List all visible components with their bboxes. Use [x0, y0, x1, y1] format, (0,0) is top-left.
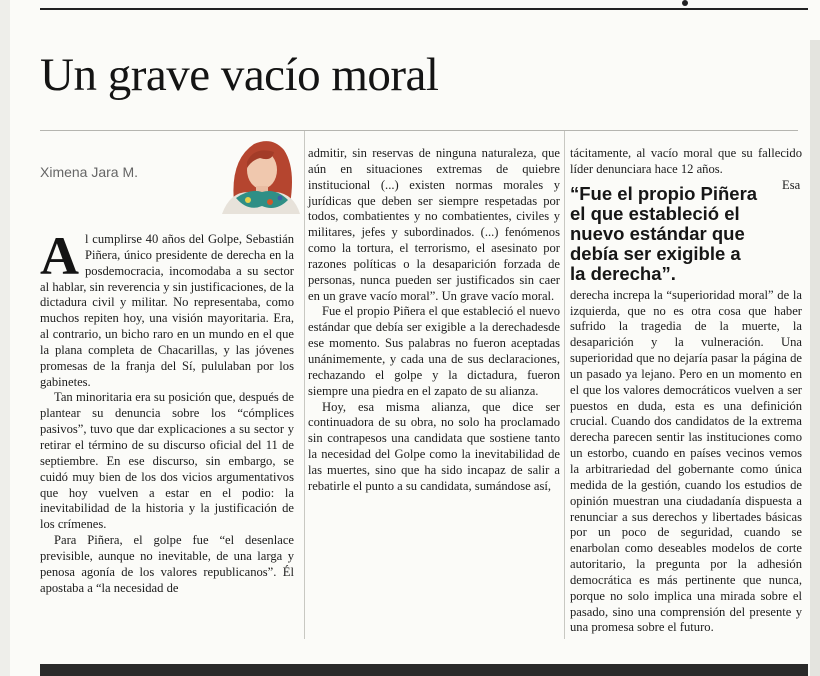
article-headline: Un grave vacío moral	[40, 49, 439, 101]
top-rule	[40, 8, 808, 10]
author-byline: Ximena Jara M.	[40, 164, 139, 180]
bottom-bar	[40, 664, 808, 676]
article-column-3	[570, 146, 802, 636]
paragraph: Tan minoritaria era su posición que, después de plantear su denuncia sobre los “cómplices pasivos”, tuvo que dar explicaciones a su sector y retirar el término de su discurso oficial del 11 de septiembre. En ese discurso, sin embargo, se cuidó muy bien de los dos vicios argumentativos que hoy vuelven a estar en el podio: la inevitabilidad de la historia y la justificación de los crímenes.	[40, 390, 294, 532]
paragraph-text: Esa derecha increpa la “superioridad moral” de la izquierda, que no es otra cosa que haber sufrido la tragedia de la muerte, la desaparición y la vulneración. Una superioridad que no dejaría pasar la página de un pasado ya lejano. Pero en un momento en el que los valores democráticos vuelven a ser puestos en duda, esta es una definición crucial. Cuando dos candidatos de la extrema derecha parecen sentir las instituciones como un estorbo, cuando en países vecinos vemos la arbitrariedad del gobernante como única medida de la gestión, cuando los estudios de opinión muestran una ciudadanía dispuesta a renunciar a sus derechos y libertades básicas por un poco de seguridad, cuando se enarbolan como deseables modelos de corte autoritario, la pregunta por la adhesión democrática es más pertinente que nunca, porque no solo implica una mirada sobre el pasado, sino una comprensión del presente y una promesa sobre el futuro.	[570, 177, 802, 635]
top-mark	[682, 0, 688, 6]
paragraph-text: l cumplirse 40 años del Golpe, Sebastián Piñera, único presidente de derecha en la posdemocracia, incomodaba a su sector al hablar, sin reverencia y sin justificaciones, de la dictadura civil y militar. No representaba, como muchos repiten hoy, una visión mayoritaria. Era, al contrario, un bicho raro en un mundo en el que la plana completa de Chacarillas, y las jóvenes promesas de la franja del Sí, pululaban por los gabinetes.	[40, 232, 294, 389]
paragraph	[570, 178, 802, 637]
column-divider-1	[304, 131, 305, 639]
paragraph: Fue el propio Piñera el que estableció el nuevo estándar que debía ser exigible a la derechadesde ese momento. Sus palabras no fueron aceptadas unánimemente, y cada una de sus declaraciones, rechazando el golpe y la dictadura, fueron siempre una piedra en el zapato de su alianza.	[308, 304, 560, 398]
paragraph: tácitamente, al vacío moral que su fallecido líder denunciara hace 12 años.	[570, 146, 802, 176]
article-column-2	[308, 146, 560, 495]
newspaper-page	[10, 0, 820, 676]
author-portrait	[214, 132, 304, 214]
column-divider-2	[564, 131, 565, 639]
paragraph: Hoy, esa misma alianza, que dice ser continuadora de su obra, no solo ha proclamado sin contrapesos una candidata que sostiene tanto la necesidad del Golpe como la inevitabilidad de las muertes, sino que ha sido incapaz de salir a rebatirle el punto a su candidata, sumándose así,	[308, 399, 560, 493]
article-column-1	[40, 226, 294, 596]
paragraph: Para Piñera, el golpe fue “el desenlace previsible, aunque no inevitable, de una larga y penosa agonía de los valores republicanos”. Él apostaba a “la necesidad de	[40, 533, 294, 595]
pull-quote: “Fue el propio Piñera el que estableció el nuevo estándar que debía ser exigible a la derecha”.	[570, 182, 758, 284]
next-page-edge	[810, 40, 820, 676]
headline-rule	[40, 130, 798, 131]
paragraph	[40, 226, 294, 390]
drop-cap: A	[40, 226, 79, 286]
paragraph: admitir, sin reservas de ninguna naturaleza, que aún en situaciones extremas de quiebre institucional (...) existen normas morales y jurídicas que deben ser siempre respetadas por todos, combatientes y no combatientes, civiles y militares, jefes y subordinados. (...) fenómenos como la tortura, el terrorismo, el asesinato por razones políticas o la desaparición forzada de personas, nunca pueden ser justificados sin caer en un grave vacío moral”. Un grave vacío moral.	[308, 146, 560, 303]
